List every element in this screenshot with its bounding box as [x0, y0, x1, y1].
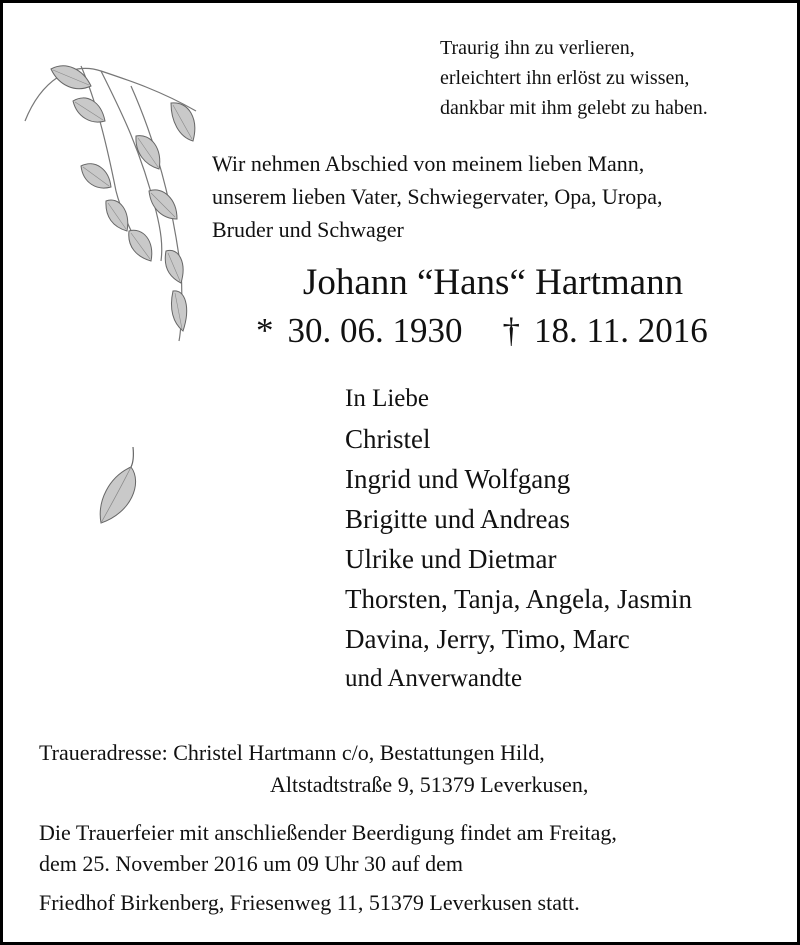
- service-line: Die Trauerfeier mit anschließender Beerdigung findet am Freitag,: [39, 820, 617, 845]
- mourner-line: Davina, Jerry, Timo, Marc: [345, 624, 630, 654]
- mourners-list: [345, 379, 692, 699]
- motto-line: dankbar mit ihm gelebt zu haben.: [440, 97, 708, 119]
- intro-line: Bruder und Schwager: [212, 217, 404, 242]
- intro-line: Wir nehmen Abschied von meinem lieben Mann,: [212, 151, 645, 176]
- service-line: Friedhof Birkenberg, Friesenweg 11, 51379 Leverkusen statt.: [39, 890, 580, 915]
- mourner-line: In Liebe: [345, 385, 429, 412]
- intro-text: [212, 147, 663, 246]
- motto-line: erleichtert ihn erlöst zu wissen,: [440, 67, 690, 89]
- funeral-service-info: [39, 817, 617, 918]
- birth-date: 30. 06. 1930: [287, 311, 463, 350]
- mourning-address: [39, 737, 588, 801]
- life-dates: [256, 311, 708, 351]
- address-line: Traueradresse: Christel Hartmann c/o, Bestattungen Hild,: [39, 740, 545, 765]
- mourner-line: Christel: [345, 424, 431, 454]
- mourner-line: Thorsten, Tanja, Angela, Jasmin: [345, 584, 693, 614]
- address-line: Altstadtstraße 9, 51379 Leverkusen,: [270, 772, 589, 797]
- falling-leaf-icon: [93, 443, 143, 528]
- mourner-line: Brigitte und Andreas: [345, 504, 570, 534]
- death-date: 18. 11. 2016: [534, 311, 708, 350]
- mourner-line: Ulrike und Dietmar: [345, 544, 557, 574]
- motto-line: Traurig ihn zu verlieren,: [440, 37, 635, 59]
- mourner-line: Ingrid und Wolfgang: [345, 464, 571, 494]
- mourner-line: und Anverwandte: [345, 665, 523, 692]
- intro-line: unserem lieben Vater, Schwiegervater, Opa, Uropa,: [212, 184, 663, 209]
- deceased-name: Johann “Hans“ Hartmann: [302, 262, 684, 303]
- motto: [440, 33, 708, 123]
- service-line: dem 25. November 2016 um 09 Uhr 30 auf dem: [39, 851, 464, 876]
- birch-branch-icon: [21, 41, 211, 361]
- death-symbol: †: [502, 311, 520, 350]
- birth-symbol: *: [256, 311, 274, 350]
